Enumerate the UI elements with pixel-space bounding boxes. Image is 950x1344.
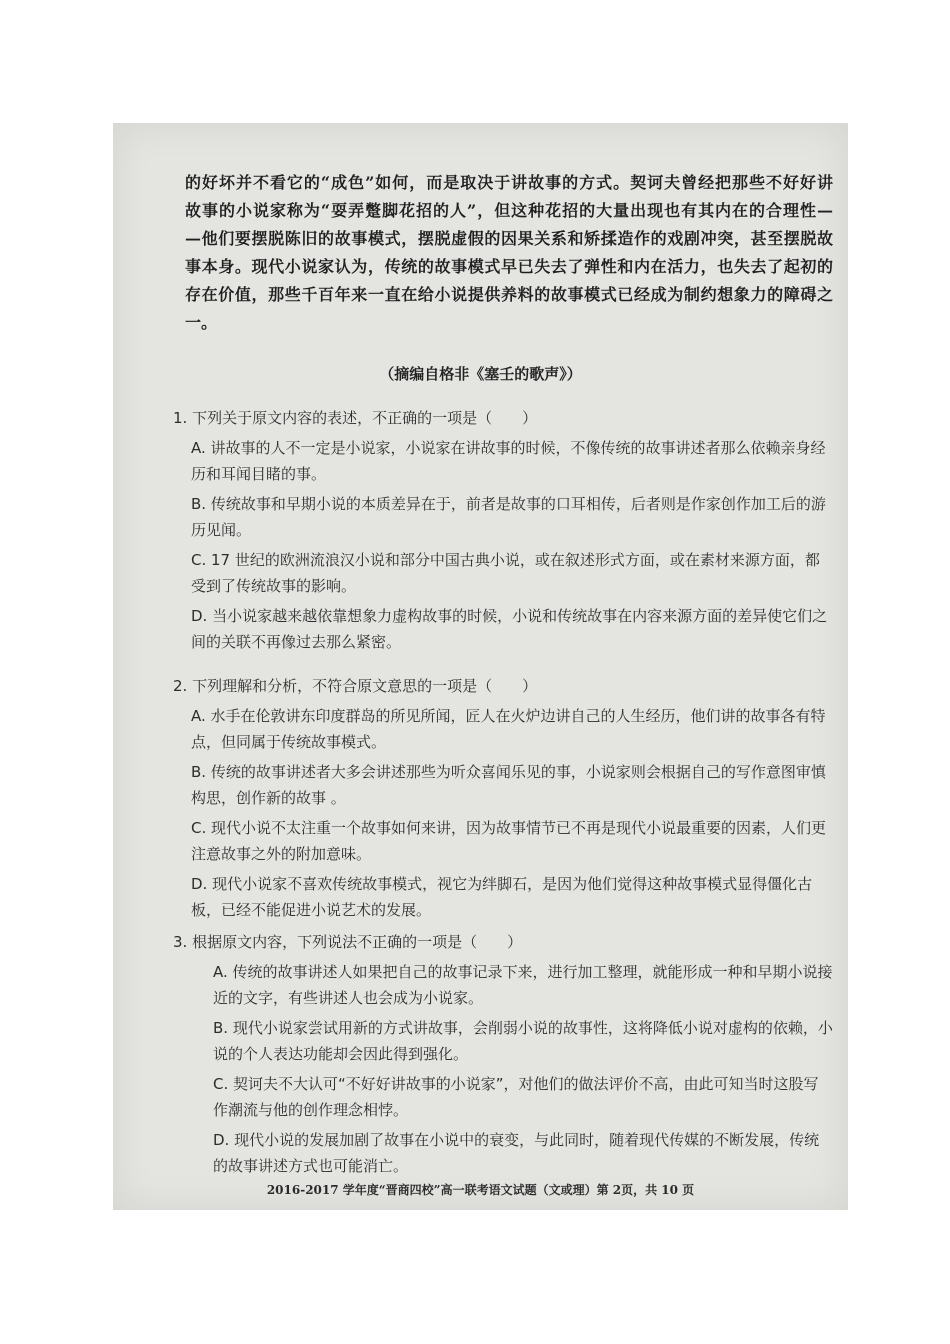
- question-stem: 2. 下列理解和分析，不符合原文意思的一项是（ ）: [173, 677, 538, 695]
- passage-line: 的好坏并不看它的“成色”如何，而是取决于讲故事的方式。契诃夫曾经把那些不好好讲: [185, 173, 833, 192]
- question-2: [173, 673, 833, 927]
- passage-line: 故事的小说家称为“耍弄蹩脚花招的人”，但这种花招的大量出现也有其内在的合理性—: [185, 201, 833, 220]
- option-a: A. 水手在伦敦讲东印度群岛的所见所闻，匠人在火炉边讲自己的人生经历，他们讲的故事各有特点，但同属于传统故事模式。: [191, 707, 826, 751]
- option-b: B. 传统的故事讲述者大多会讲述那些为听众喜闻乐见的事，小说家则会根据自己的写作意图审慎构思，创作新的故事 。: [191, 763, 826, 807]
- question-stem: 3. 根据原文内容，下列说法不正确的一项是（ ）: [173, 933, 523, 951]
- option-c: C. 契诃夫不大认可“不好好讲故事的小说家”，对他们的做法评价不高，由此可知当时这股写作潮流与他的创作理念相悖。: [213, 1075, 819, 1119]
- passage-line: 一。: [185, 313, 218, 332]
- option-a: A. 传统的故事讲述人如果把自己的故事记录下来，进行加工整理，就能形成一种和早期小说接近的文字，有些讲述人也会成为小说家。: [213, 963, 833, 1007]
- passage-line: 存在价值，那些千百年来一直在给小说提供养料的故事模式已经成为制约想象力的障碍之: [185, 285, 833, 304]
- passage-source: （摘编自格非《塞壬的歌声》）: [379, 365, 582, 383]
- passage-line: 事本身。现代小说家认为，传统的故事模式早已失去了弹性和内在活力，也失去了起初的: [185, 257, 833, 276]
- exam-page: [113, 123, 848, 1210]
- question-3: [173, 929, 833, 1183]
- option-c: C. 现代小说不太注重一个故事如何来讲，因为故事情节已不再是现代小说最重要的因素，人们更注意故事之外的附加意味。: [191, 819, 827, 863]
- option-b: B. 现代小说家尝试用新的方式讲故事，会削弱小说的故事性，这将降低小说对虚构的依赖，小说的个人表达功能却会因此得到强化。: [213, 1019, 833, 1063]
- option-d: D. 现代小说家不喜欢传统故事模式，视它为绊脚石，是因为他们觉得这种故事模式显得僵化古板，已经不能促进小说艺术的发展。: [191, 875, 813, 919]
- option-a: A. 讲故事的人不一定是小说家，小说家在讲故事的时候，不像传统的故事讲述者那么依赖亲身经历和耳闻目睹的事。: [191, 439, 826, 483]
- option-d: D. 当小说家越来越依靠想象力虚构故事的时候，小说和传统故事在内容来源方面的差异使它们之间的关联不再像过去那么紧密。: [191, 607, 828, 651]
- option-c: C. 17 世纪的欧洲流浪汉小说和部分中国古典小说，或在叙述形式方面，或在素材来源方面，都受到了传统故事的影响。: [191, 551, 820, 595]
- passage-line: —他们要摆脱陈旧的故事模式，摆脱虚假的因果关系和矫揉造作的戏剧冲突，甚至摆脱故: [185, 229, 833, 248]
- question-1: [173, 405, 833, 659]
- page-footer: 2016-2017 学年度“晋商四校”高一联考语文试题（文或理）第 2页，共 10 页: [266, 1183, 695, 1197]
- question-stem: 1. 下列关于原文内容的表述，不正确的一项是（ ）: [173, 409, 538, 427]
- option-b: B. 传统故事和早期小说的本质差异在于，前者是故事的口耳相传，后者则是作家创作加工后的游历见闻。: [191, 495, 826, 539]
- option-d: D. 现代小说的发展加剧了故事在小说中的衰变，与此同时，随着现代传媒的不断发展，传统的故事讲述方式也可能消亡。: [213, 1131, 820, 1175]
- passage-text: [185, 169, 833, 337]
